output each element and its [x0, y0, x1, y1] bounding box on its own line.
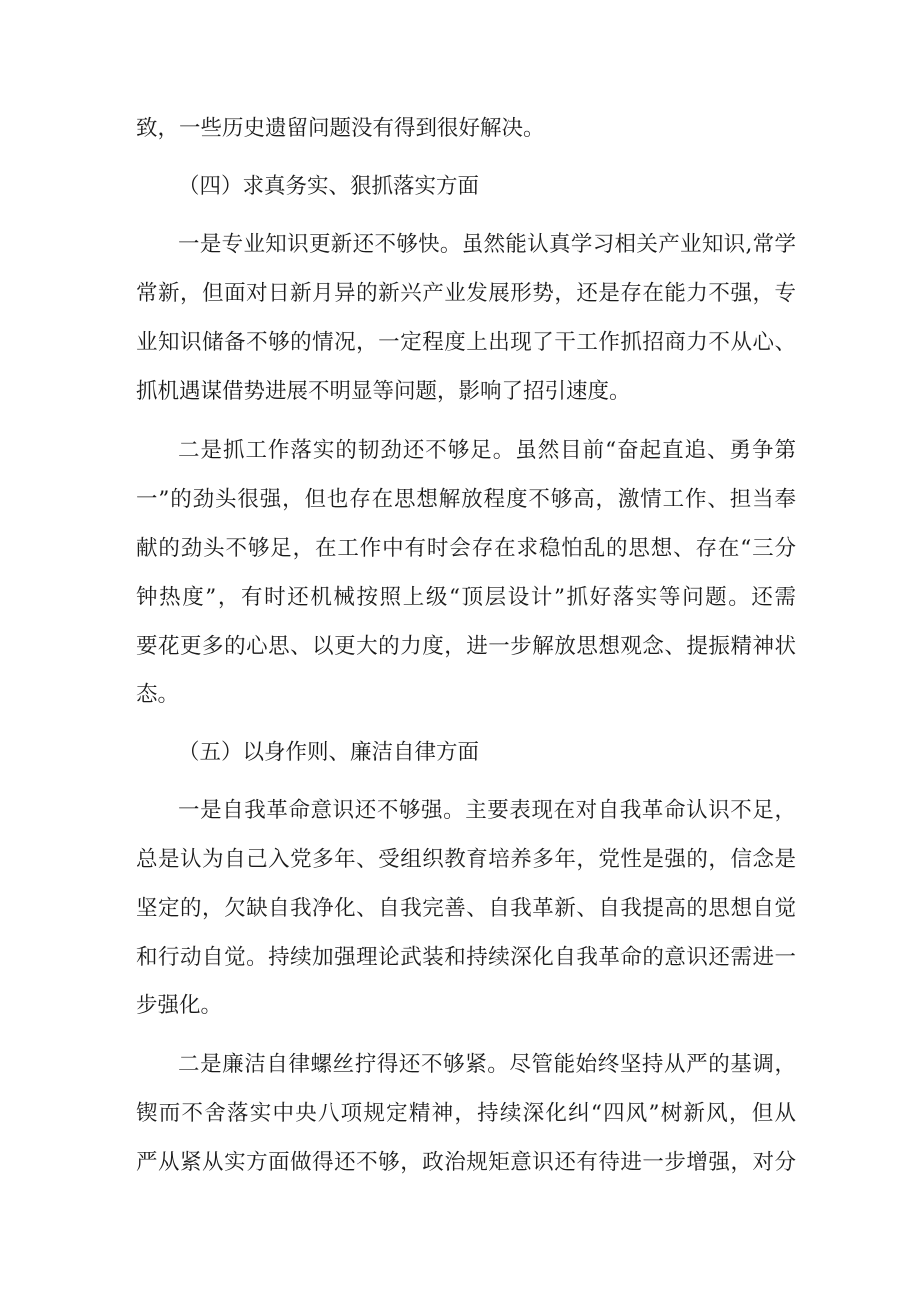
section-5-para-2-line-3: 严从紧从实方面做得还不够，政治规矩意识还有待进一步增强，对分 — [136, 1150, 796, 1175]
section-4-para-2-line-4: 钟热度”，有时还机械按照上级“顶层设计”抓好落实等问题。还需 — [136, 585, 796, 610]
section-4-para-1-line-4: 抓机遇谋借势进展不明显等问题，影响了招引速度。 — [136, 379, 631, 404]
section-5-para-1-line-2: 总是认为自己入党多年、受组织教育培养多年，党性是强的，信念是 — [136, 847, 796, 872]
section-5-heading: （五）以身作则、廉洁自律方面 — [178, 740, 480, 765]
section-4-para-2-line-2: 一”的劲头很强，但也存在思想解放程度不够高，激情工作、担当奉 — [136, 487, 796, 512]
section-5-para-1-line-5: 步强化。 — [136, 993, 223, 1018]
section-4-para-1-line-2: 常新，但面对日新月异的新兴产业发展形势，还是存在能力不强，专 — [136, 281, 796, 306]
intro-line-1: 致，一些历史遗留问题没有得到很好解决。 — [136, 116, 545, 141]
section-4-para-2-line-6: 态。 — [136, 682, 180, 707]
section-4-para-1-line-1: 一是专业知识更新还不够快。虽然能认真学习相关产业知识,常学 — [178, 232, 796, 257]
section-4-para-2-line-5: 要花更多的心思、以更大的力度，进一步解放思想观念、提振精神状 — [136, 634, 796, 659]
section-4-para-2-line-1: 二是抓工作落实的韧劲还不够足。虽然目前“奋起直追、勇争第 — [178, 438, 796, 463]
section-4-para-2-line-3: 献的劲头不够足，在工作中有时会存在求稳怕乱的思想、存在“三分 — [136, 536, 796, 561]
section-5-para-1-line-3: 坚定的，欠缺自我净化、自我完善、自我革新、自我提高的思想自觉 — [136, 896, 796, 921]
section-5-para-2-line-2: 锲而不舍落实中央八项规定精神，持续深化纠“四风”树新风，但从 — [136, 1101, 796, 1126]
section-4-para-1-line-3: 业知识储备不够的情况，一定程度上出现了干工作抓招商力不从心、 — [136, 330, 796, 355]
section-5-para-1-line-4: 和行动自觉。持续加强理论武装和持续深化自我革命的意识还需进一 — [136, 945, 796, 970]
section-5-para-1-line-1: 一是自我革命意识还不够强。主要表现在对自我革命认识不足， — [178, 798, 796, 823]
section-4-heading: （四）求真务实、狠抓落实方面 — [178, 174, 480, 199]
section-5-para-2-line-1: 二是廉洁自律螺丝拧得还不够紧。尽管能始终坚持从严的基调， — [178, 1052, 796, 1077]
